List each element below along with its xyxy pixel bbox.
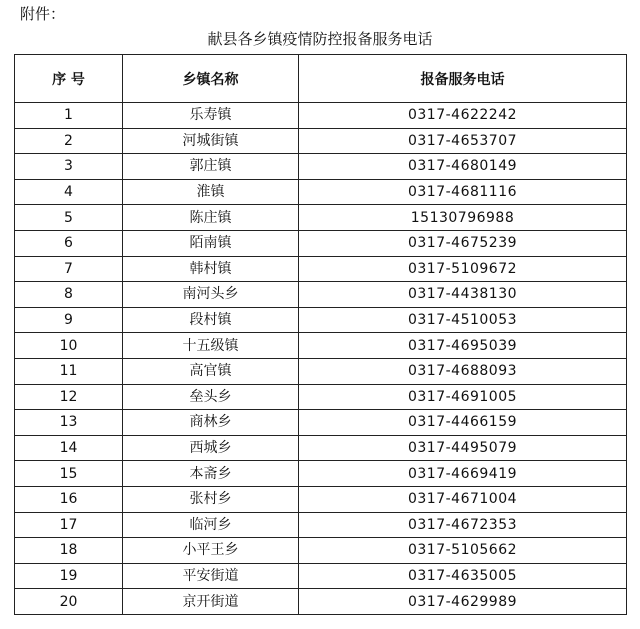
table-row	[15, 435, 627, 461]
row-town-cell: 韩村镇	[123, 256, 299, 282]
table-row	[15, 563, 627, 589]
row-phone-cell: 0317-5105662	[299, 538, 627, 564]
row-phone-cell: 0317-4669419	[299, 461, 627, 487]
table-row	[15, 410, 627, 436]
row-phone-cell: 0317-4510053	[299, 307, 627, 333]
row-town-cell: 本斋乡	[123, 461, 299, 487]
table-row	[15, 282, 627, 308]
table-row	[15, 179, 627, 205]
row-phone-cell: 0317-5109672	[299, 256, 627, 282]
row-seq-cell: 15	[15, 461, 123, 487]
row-town-cell: 西城乡	[123, 435, 299, 461]
row-seq-cell: 6	[15, 230, 123, 256]
row-town-cell: 陈庄镇	[123, 205, 299, 231]
header-town-name: 乡镇名称	[123, 55, 299, 103]
row-phone-cell: 0317-4653707	[299, 128, 627, 154]
row-phone-cell: 0317-4671004	[299, 486, 627, 512]
table-row	[15, 486, 627, 512]
row-phone-cell: 0317-4675239	[299, 230, 627, 256]
header-phone: 报备服务电话	[299, 55, 627, 103]
row-town-cell: 郭庄镇	[123, 154, 299, 180]
document-title: 献县各乡镇疫情防控报备服务电话	[207, 30, 433, 48]
row-seq-cell: 16	[15, 486, 123, 512]
row-town-cell: 张村乡	[123, 486, 299, 512]
row-phone-cell: 0317-4466159	[299, 410, 627, 436]
row-town-cell: 小平王乡	[123, 538, 299, 564]
table-row	[15, 461, 627, 487]
table-row	[15, 358, 627, 384]
row-seq-cell: 14	[15, 435, 123, 461]
row-phone-cell: 0317-4495079	[299, 435, 627, 461]
table-body	[15, 103, 627, 615]
row-town-cell: 商林乡	[123, 410, 299, 436]
table-row	[15, 103, 627, 129]
row-phone-cell: 0317-4629989	[299, 589, 627, 615]
row-seq-cell: 8	[15, 282, 123, 308]
row-seq-cell: 4	[15, 179, 123, 205]
row-phone-cell: 0317-4680149	[299, 154, 627, 180]
table-row	[15, 205, 627, 231]
row-town-cell: 平安街道	[123, 563, 299, 589]
table-row	[15, 154, 627, 180]
row-town-cell: 段村镇	[123, 307, 299, 333]
row-town-cell: 乐寿镇	[123, 103, 299, 129]
row-phone-cell: 0317-4688093	[299, 358, 627, 384]
row-seq-cell: 2	[15, 128, 123, 154]
table-row	[15, 589, 627, 615]
row-phone-cell: 0317-4622242	[299, 103, 627, 129]
row-seq-cell: 20	[15, 589, 123, 615]
row-town-cell: 临河乡	[123, 512, 299, 538]
table-header-row	[15, 55, 627, 103]
row-seq-cell: 9	[15, 307, 123, 333]
row-seq-cell: 10	[15, 333, 123, 359]
table-row	[15, 256, 627, 282]
table-row	[15, 384, 627, 410]
table-row	[15, 333, 627, 359]
row-town-cell: 京开街道	[123, 589, 299, 615]
row-town-cell: 高官镇	[123, 358, 299, 384]
row-town-cell: 河城街镇	[123, 128, 299, 154]
phone-directory-table	[14, 54, 627, 615]
header-seq: 序 号	[15, 55, 123, 103]
row-seq-cell: 13	[15, 410, 123, 436]
row-seq-cell: 19	[15, 563, 123, 589]
row-town-cell: 淮镇	[123, 179, 299, 205]
row-phone-cell: 0317-4672353	[299, 512, 627, 538]
row-seq-cell: 3	[15, 154, 123, 180]
row-seq-cell: 11	[15, 358, 123, 384]
table-row	[15, 230, 627, 256]
row-seq-cell: 18	[15, 538, 123, 564]
row-seq-cell: 5	[15, 205, 123, 231]
row-phone-cell: 0317-4695039	[299, 333, 627, 359]
attachment-label: 附件：	[20, 5, 66, 23]
row-seq-cell: 12	[15, 384, 123, 410]
table-row	[15, 307, 627, 333]
row-phone-cell: 15130796988	[299, 205, 627, 231]
row-town-cell: 十五级镇	[123, 333, 299, 359]
table-row	[15, 512, 627, 538]
row-seq-cell: 1	[15, 103, 123, 129]
row-town-cell: 垒头乡	[123, 384, 299, 410]
row-town-cell: 南河头乡	[123, 282, 299, 308]
row-phone-cell: 0317-4438130	[299, 282, 627, 308]
table-row	[15, 128, 627, 154]
row-phone-cell: 0317-4691005	[299, 384, 627, 410]
row-phone-cell: 0317-4635005	[299, 563, 627, 589]
row-phone-cell: 0317-4681116	[299, 179, 627, 205]
table-row	[15, 538, 627, 564]
row-seq-cell: 17	[15, 512, 123, 538]
row-town-cell: 陌南镇	[123, 230, 299, 256]
row-seq-cell: 7	[15, 256, 123, 282]
